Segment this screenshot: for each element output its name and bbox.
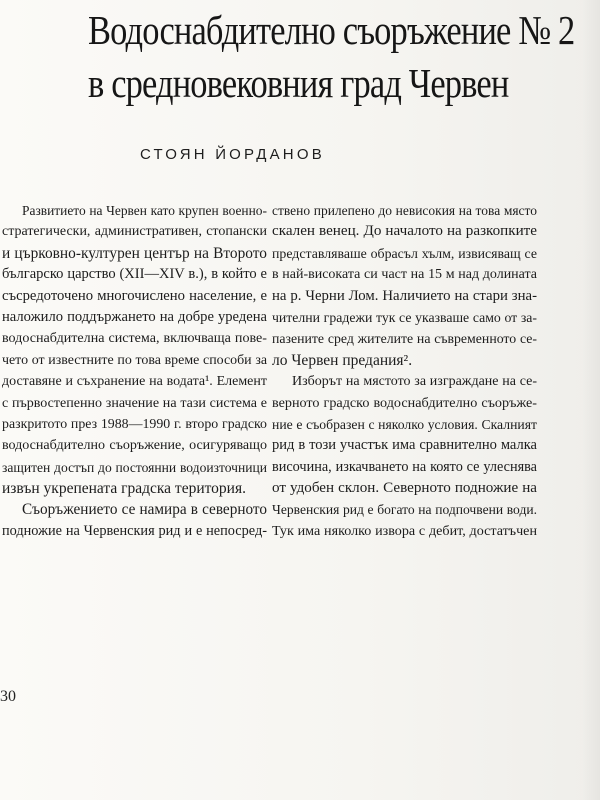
body-line: Изборът на мястото за изграждане на се- <box>292 374 537 390</box>
body-line: на р. Черни Лом. Наличието на стари зна- <box>272 287 537 304</box>
body-line: българско царство (XII—XIV в.), в който е <box>2 266 267 283</box>
body-line: верното градско водоснабдително съоръже- <box>272 394 537 411</box>
body-line: скален венец. До началото на разкопките <box>272 223 537 240</box>
body-line: водоснабдително съоръжение, осигуряващо <box>2 437 267 454</box>
body-line: доставяне и съхранение на водата¹. Елемент <box>2 374 267 390</box>
body-line: чето от известните по това време способи за <box>2 352 267 368</box>
body-line: ствено прилепено до невисокия на това място <box>272 203 537 218</box>
body-line: Червенския рид е богато на подпочвени води. <box>272 502 537 518</box>
body-line: чителни градежи тук се указваше само от за- <box>272 309 537 325</box>
page-edge-shadow <box>582 0 600 800</box>
page-number: 30 <box>0 688 16 705</box>
title-line-1: Водоснабдително съоръжение № 2 <box>88 7 575 53</box>
article-title <box>88 4 575 110</box>
title-line-2: в средновековния град Червен <box>88 60 509 106</box>
body-line: пазените сред жителите на съвременното се- <box>272 331 537 347</box>
body-line: ло Червен предания². <box>272 351 413 369</box>
left-column <box>2 200 267 670</box>
body-line: водоснабдителна система, включваща пове- <box>2 330 267 347</box>
body-line: съсредоточено многочислено население, е <box>2 287 267 304</box>
body-line: в най-високата си част на 15 м над долината <box>272 267 537 283</box>
body-line: Съоръжението се намира в северното <box>22 501 267 519</box>
body-line: подножие на Червенския рид и е непосред- <box>2 522 267 539</box>
body-line: разкритото през 1988—1990 г. второ градско <box>2 416 267 432</box>
body-line: Тук има няколко извора с дебит, достатъчен <box>272 522 537 539</box>
right-column <box>272 200 537 670</box>
body-line: представляваше обрасъл хълм, извисяващ се <box>272 245 537 261</box>
body-line: ние е съобразен с няколко условия. Скалният <box>272 416 537 432</box>
body-line: височина, изкачването на която се улеснява <box>272 458 537 475</box>
body-line: стратегически, административен, стопански <box>2 224 267 240</box>
body-line: Развитието на Червен като крупен военно- <box>22 203 267 218</box>
body-line: наложило поддържането на добре уредена <box>2 308 267 325</box>
body-line: извън укрепената градска територия. <box>2 480 246 498</box>
body-line: с първостепенно значение на тази система е <box>2 394 267 411</box>
body-line: рид в този участък има сравнително малка <box>272 437 537 454</box>
body-line: защитен достъп до постоянни водоизточници <box>2 459 267 475</box>
author-name: СТОЯН ЙОРДАНОВ <box>140 146 325 163</box>
body-line: от удобен склон. Северното подножие на <box>272 480 537 497</box>
body-line: и църковно-културен център на Второто <box>2 244 267 262</box>
